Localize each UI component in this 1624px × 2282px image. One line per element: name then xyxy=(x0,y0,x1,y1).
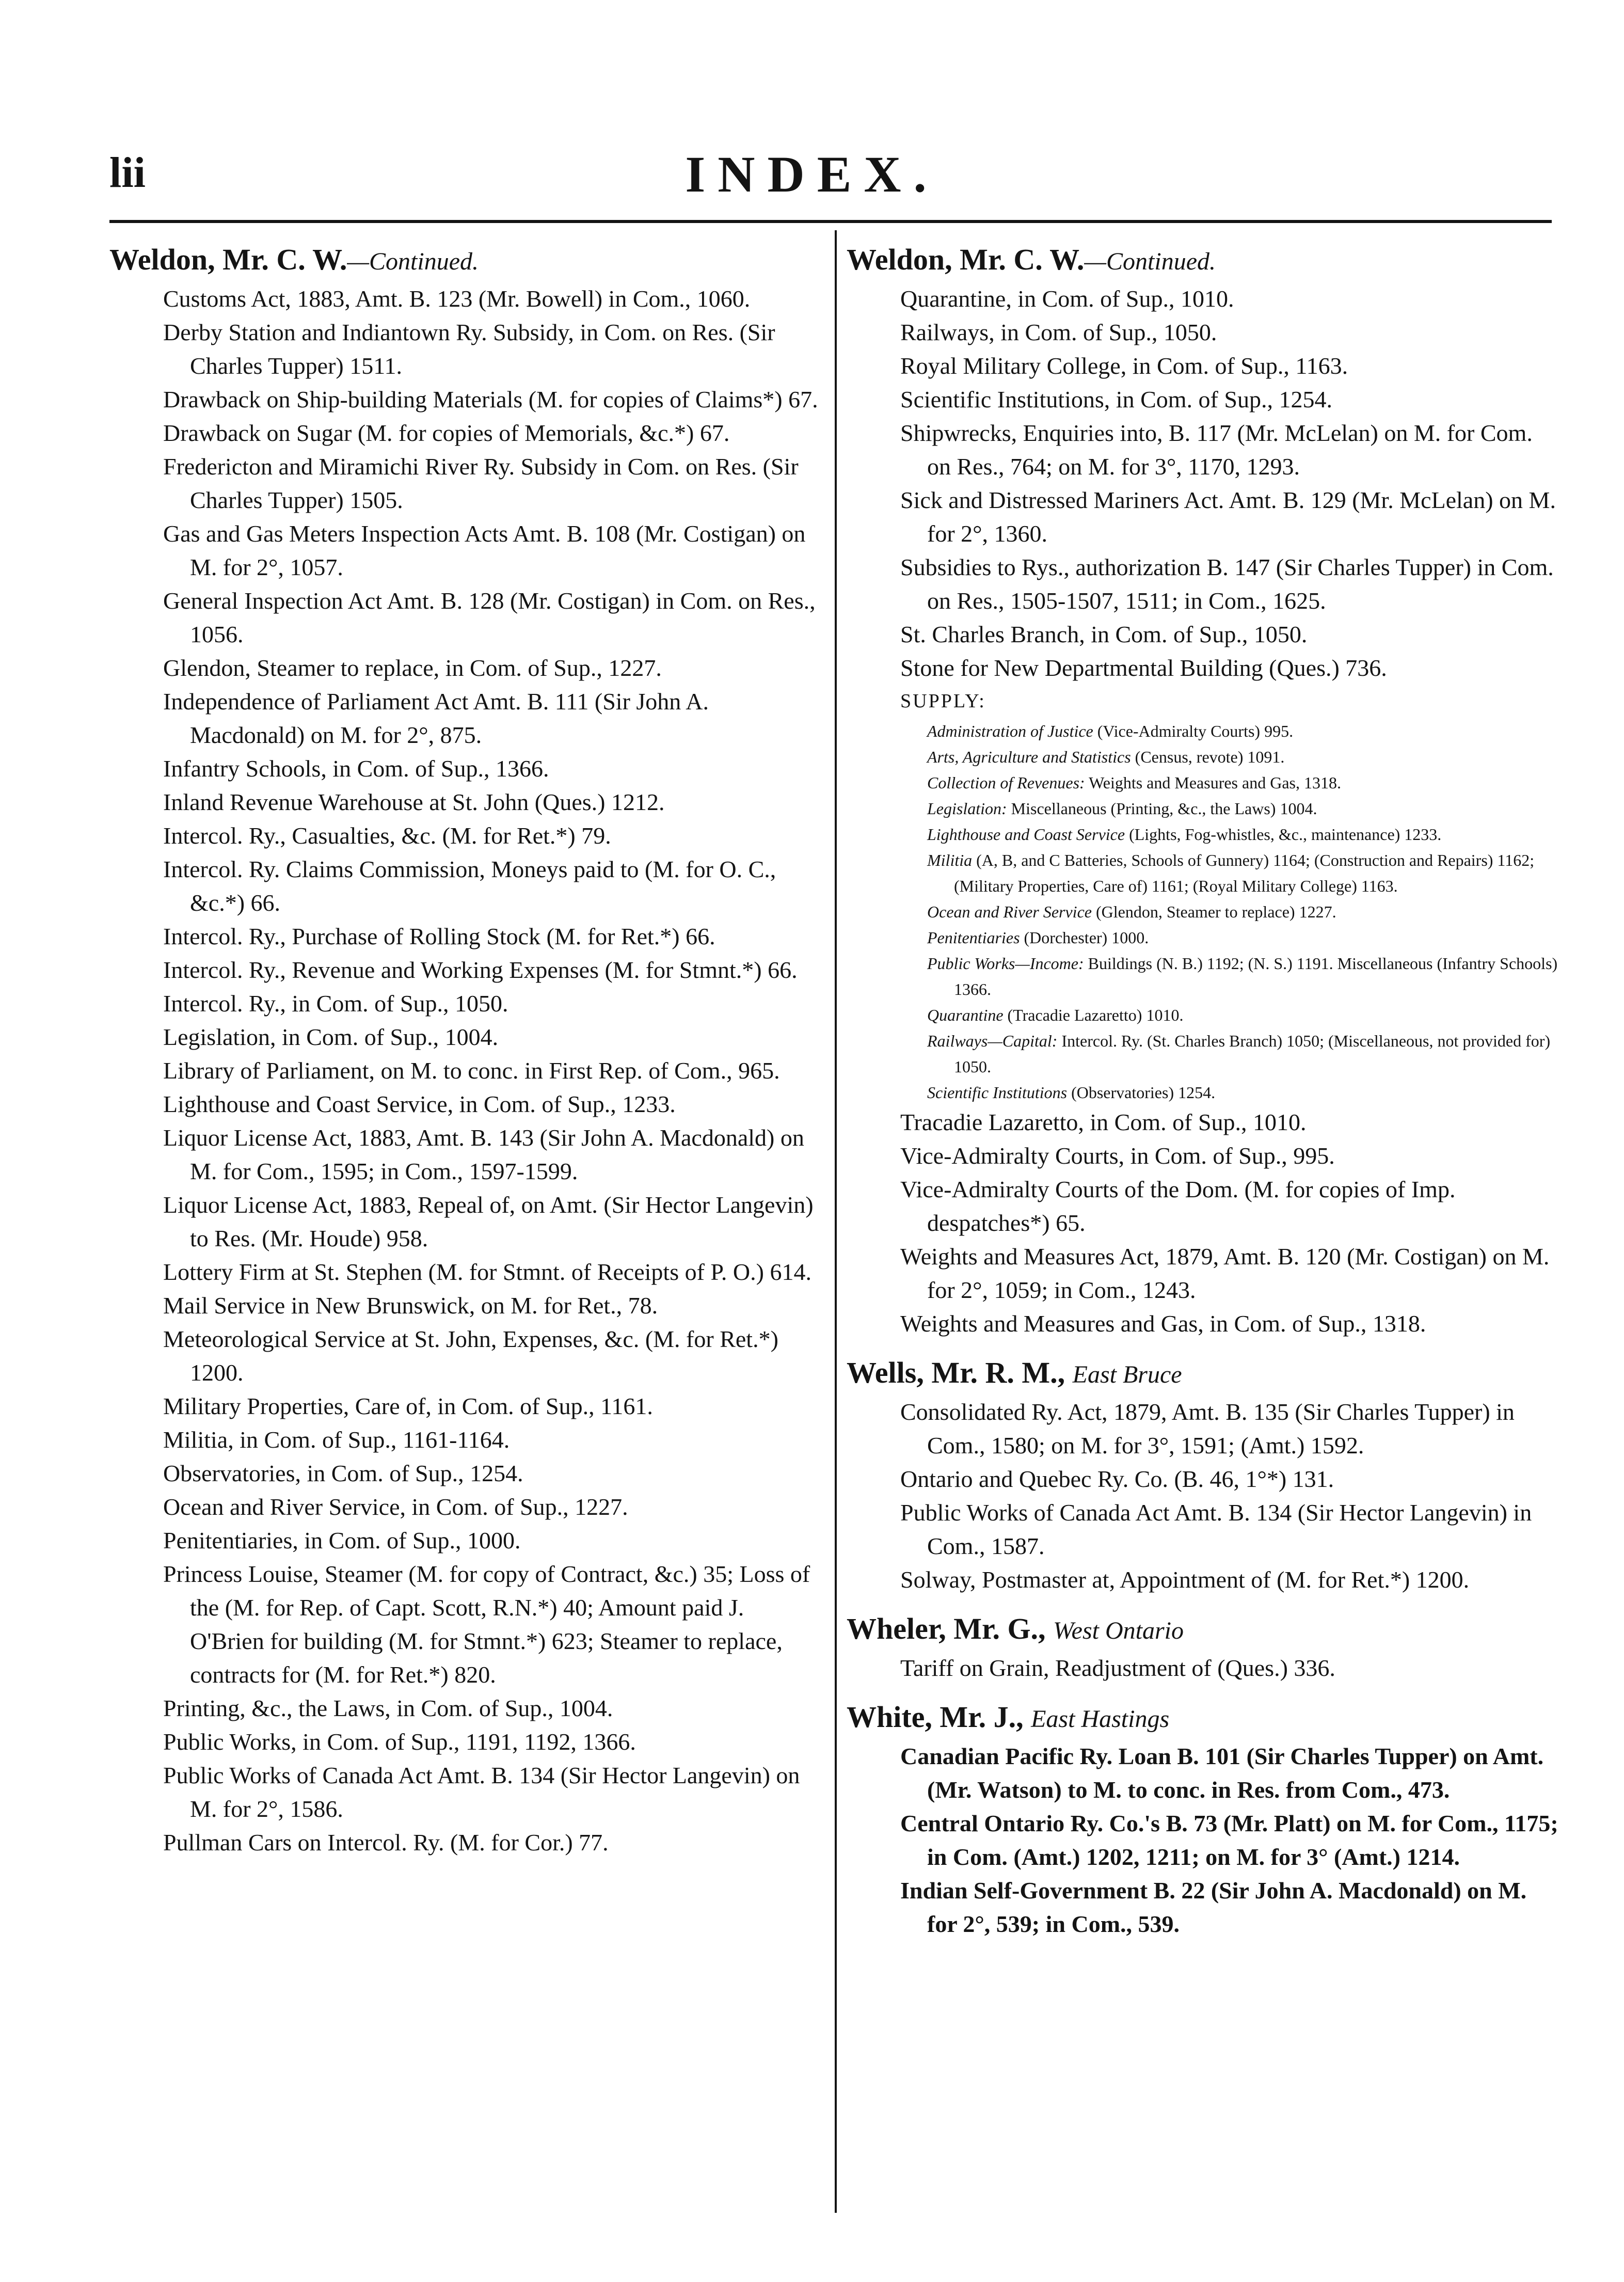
supply-category: Scientific Institutions xyxy=(927,1083,1068,1102)
index-entry: Lottery Firm at St. Stephen (M. for Stmnt. of Receipts of P. O.) 614. xyxy=(163,1259,811,1285)
member-name: Wheler, Mr. G., xyxy=(847,1612,1046,1645)
index-entry: Meteorological Service at St. John, Expenses, &c. (M. for Ret.*) 1200. xyxy=(163,1326,778,1386)
index-entry: Fredericton and Miramichi River Ry. Subsidy in Com. on Res. (Sir Charles Tupper) 1505. xyxy=(163,453,799,513)
index-entry: Tracadie Lazaretto, in Com. of Sup., 1010. xyxy=(900,1109,1307,1135)
supply-entry xyxy=(847,821,1561,847)
index-entry: Customs Act, 1883, Amt. B. 123 (Mr. Bowell) in Com., 1060. xyxy=(163,286,751,312)
index-entry: Subsidies to Rys., authorization B. 147 (Sir Charles Tupper) in Com. on Res., 1505-1507, 1511; in Com., 1625. xyxy=(900,554,1554,614)
index-entry: Liquor License Act, 1883, Repeal of, on Amt. (Sir Hector Langevin) to Res. (Mr. Houde) 958. xyxy=(163,1192,814,1251)
member-heading-weldon-continued xyxy=(847,242,1561,280)
index-entry: Penitentiaries, in Com. of Sup., 1000. xyxy=(163,1527,521,1554)
supply-category: Public Works—Income: xyxy=(927,954,1084,973)
index-entry: Pullman Cars on Intercol. Ry. (M. for Cor.) 77. xyxy=(163,1829,609,1856)
index-entry: Princess Louise, Steamer (M. for copy of Contract, &c.) 35; Loss of the (M. for Rep. of Capt. Scott, R.N.*) 40; Amount paid J. O'Brien for building (M. for Stmnt.*) 623; Steamer to replace, contracts for (M. for Ret.*) 820. xyxy=(163,1561,810,1688)
index-entry: Quarantine, in Com. of Sup., 1010. xyxy=(900,286,1234,312)
supply-entry xyxy=(847,718,1561,744)
index-entry: Inland Revenue Warehouse at St. John (Ques.) 1212. xyxy=(163,789,665,815)
index-entry: Militia, in Com. of Sup., 1161-1164. xyxy=(163,1427,510,1453)
supply-category: Militia xyxy=(927,851,973,869)
index-entry: Legislation, in Com. of Sup., 1004. xyxy=(163,1024,499,1050)
supply-detail: Intercol. Ry. (St. Charles Branch) 1050; (Miscellaneous, not provided for) 1050. xyxy=(954,1032,1551,1076)
supply-entry xyxy=(847,770,1561,796)
index-entry: Printing, &c., the Laws, in Com. of Sup., 1004. xyxy=(163,1695,613,1721)
index-entry: Intercol. Ry. Claims Commission, Moneys paid to (M. for O. C., &c.*) 66. xyxy=(163,856,776,916)
supply-entry xyxy=(847,1002,1561,1028)
supply-category: Arts, Agriculture and Statistics xyxy=(927,748,1131,766)
supply-entry xyxy=(847,925,1561,950)
entry-list xyxy=(847,282,1561,685)
supply-list xyxy=(847,718,1561,1105)
member-name: Weldon, Mr. C. W. xyxy=(847,243,1085,276)
entry-list xyxy=(847,1651,1561,1685)
index-entry: Public Works, in Com. of Sup., 1191, 1192, 1366. xyxy=(163,1729,636,1755)
supply-category: Collection of Revenues: xyxy=(927,773,1085,792)
index-entry: Consolidated Ry. Act, 1879, Amt. B. 135 (Sir Charles Tupper) in Com., 1580; on M. for 3°, 1591; (Amt.) 1592. xyxy=(900,1399,1515,1459)
supply-heading: SUPPLY: xyxy=(900,690,986,712)
supply-detail: (Lights, Fog-whistles, &c., maintenance) 1233. xyxy=(1125,825,1442,844)
index-entry: Gas and Gas Meters Inspection Acts Amt. B. 108 (Mr. Costigan) on M. for 2°, 1057. xyxy=(163,520,806,580)
entry-list xyxy=(847,1395,1561,1596)
continued-note: —Continued. xyxy=(347,248,479,275)
index-entry: Ocean and River Service, in Com. of Sup., 1227. xyxy=(163,1494,628,1520)
header-rule xyxy=(109,220,1552,223)
supply-detail: (Glendon, Steamer to replace) 1227. xyxy=(1091,902,1336,921)
supply-entry xyxy=(847,950,1561,1002)
supply-entry xyxy=(847,1028,1561,1080)
index-entry: Public Works of Canada Act Amt. B. 134 (Sir Hector Langevin) on M. for 2°, 1586. xyxy=(163,1762,800,1822)
entry-list xyxy=(109,282,824,1859)
index-entry: Public Works of Canada Act Amt. B. 134 (Sir Hector Langevin) in Com., 1587. xyxy=(900,1499,1532,1559)
index-entry: Intercol. Ry., Revenue and Working Expenses (M. for Stmnt.*) 66. xyxy=(163,957,798,983)
member-name: Weldon, Mr. C. W. xyxy=(109,243,347,276)
index-entry: Drawback on Ship-building Materials (M. for copies of Claims*) 67. xyxy=(163,386,818,413)
index-entry: Tariff on Grain, Readjustment of (Ques.) 336. xyxy=(900,1655,1335,1681)
index-entry: Glendon, Steamer to replace, in Com. of Sup., 1227. xyxy=(163,655,662,681)
continued-note: —Continued. xyxy=(1084,248,1216,275)
member-district: West Ontario xyxy=(1053,1617,1184,1644)
supply-entry xyxy=(847,1080,1561,1105)
supply-entry xyxy=(847,847,1561,899)
index-entry: Intercol. Ry., Purchase of Rolling Stock (M. for Ret.*) 66. xyxy=(163,923,715,949)
supply-detail: Weights and Measures and Gas, 1318. xyxy=(1085,773,1341,792)
supply-detail: (Observatories) 1254. xyxy=(1067,1083,1216,1102)
supply-category: Quarantine xyxy=(927,1006,1004,1024)
index-entry: Sick and Distressed Mariners Act. Amt. B. 129 (Mr. McLelan) on M. for 2°, 1360. xyxy=(900,487,1556,547)
index-entry: Vice-Admiralty Courts of the Dom. (M. for copies of Imp. despatches*) 65. xyxy=(900,1176,1456,1236)
supply-detail: Buildings (N. B.) 1192; (N. S.) 1191. Miscellaneous (Infantry Schools) 1366. xyxy=(954,954,1558,999)
index-entry: Ontario and Quebec Ry. Co. (B. 46, 1°*) 131. xyxy=(900,1466,1334,1492)
index-entry: Observatories, in Com. of Sup., 1254. xyxy=(163,1460,523,1486)
index-entry: Lighthouse and Coast Service, in Com. of Sup., 1233. xyxy=(163,1091,676,1117)
right-column xyxy=(847,242,1561,1941)
member-name: Wells, Mr. R. M., xyxy=(847,1356,1065,1389)
index-entry: Scientific Institutions, in Com. of Sup., 1254. xyxy=(900,386,1332,413)
supply-category: Legislation: xyxy=(927,799,1007,818)
index-entry: St. Charles Branch, in Com. of Sup., 1050. xyxy=(900,621,1308,647)
index-entry: Independence of Parliament Act Amt. B. 111 (Sir John A. Macdonald) on M. for 2°, 875. xyxy=(163,688,709,748)
supply-detail: (Census, revote) 1091. xyxy=(1131,748,1285,766)
member-heading-white xyxy=(847,1699,1561,1737)
member-name: White, Mr. J., xyxy=(847,1700,1024,1734)
member-district: East Bruce xyxy=(1072,1361,1182,1388)
entry-list xyxy=(847,1739,1561,1941)
index-entry: General Inspection Act Amt. B. 128 (Mr. Costigan) in Com. on Res., 1056. xyxy=(163,588,816,647)
index-entry: Library of Parliament, on M. to conc. in First Rep. of Com., 965. xyxy=(163,1057,780,1084)
index-entry: Liquor License Act, 1883, Amt. B. 143 (Sir John A. Macdonald) on M. for Com., 1595; in Com., 1597-1599. xyxy=(163,1124,804,1184)
index-entry: Intercol. Ry., Casualties, &c. (M. for Ret.*) 79. xyxy=(163,822,611,849)
index-entry: Derby Station and Indiantown Ry. Subsidy, in Com. on Res. (Sir Charles Tupper) 1511. xyxy=(163,319,775,379)
index-entry: Shipwrecks, Enquiries into, B. 117 (Mr. McLelan) on M. for Com. on Res., 764; on M. for 3°, 1170, 1293. xyxy=(900,420,1533,480)
supply-entry xyxy=(847,796,1561,821)
index-entry: Intercol. Ry., in Com. of Sup., 1050. xyxy=(163,990,508,1017)
page-title: INDEX. xyxy=(685,146,939,203)
index-entry: Military Properties, Care of, in Com. of Sup., 1161. xyxy=(163,1393,653,1419)
index-entry: Central Ontario Ry. Co.'s B. 73 (Mr. Platt) on M. for Com., 1175; in Com. (Amt.) 1202, 1211; on M. for 3° (Amt.) 1214. xyxy=(900,1810,1558,1870)
supply-detail: (Vice-Admiralty Courts) 995. xyxy=(1093,722,1294,740)
supply-category: Lighthouse and Coast Service xyxy=(927,825,1125,844)
left-column xyxy=(109,242,824,1859)
supply-entry xyxy=(847,744,1561,770)
supply-category: Ocean and River Service xyxy=(927,902,1092,921)
supply-category: Administration of Justice xyxy=(927,722,1093,740)
index-entry: Royal Military College, in Com. of Sup., 1163. xyxy=(900,353,1348,379)
supply-category: Railways—Capital: xyxy=(927,1032,1058,1050)
supply-detail: Miscellaneous (Printing, &c., the Laws) 1004. xyxy=(1007,799,1317,818)
index-entry: Drawback on Sugar (M. for copies of Memorials, &c.*) 67. xyxy=(163,420,730,446)
supply-category: Penitentiaries xyxy=(927,928,1020,947)
column-divider xyxy=(835,230,837,2213)
index-entry: Vice-Admiralty Courts, in Com. of Sup., 995. xyxy=(900,1143,1335,1169)
member-heading-wheler xyxy=(847,1611,1561,1649)
index-entry: Solway, Postmaster at, Appointment of (M. for Ret.*) 1200. xyxy=(900,1566,1470,1593)
supply-detail: (Tracadie Lazaretto) 1010. xyxy=(1003,1006,1184,1024)
index-entry: Mail Service in New Brunswick, on M. for Ret., 78. xyxy=(163,1292,658,1319)
page-number: lii xyxy=(109,149,146,197)
supply-detail: (Dorchester) 1000. xyxy=(1020,928,1149,947)
supply-detail: (A, B, and C Batteries, Schools of Gunnery) 1164; (Construction and Repairs) 1162; (Military Properties, Care of) 1161; (Royal Military College) 1163. xyxy=(954,851,1535,895)
index-entry: Railways, in Com. of Sup., 1050. xyxy=(900,319,1217,345)
index-entry: Infantry Schools, in Com. of Sup., 1366. xyxy=(163,755,549,782)
member-heading-wells xyxy=(847,1355,1561,1393)
supply-entry xyxy=(847,899,1561,925)
member-heading-weldon xyxy=(109,242,824,280)
index-entry: Stone for New Departmental Building (Ques.) 736. xyxy=(900,655,1387,681)
index-entry: Canadian Pacific Ry. Loan B. 101 (Sir Charles Tupper) on Amt. (Mr. Watson) to M. to conc. in Res. from Com., 473. xyxy=(900,1743,1544,1803)
entry-list xyxy=(847,1105,1561,1340)
index-entry: Indian Self-Government B. 22 (Sir John A. Macdonald) on M. for 2°, 539; in Com., 539. xyxy=(900,1877,1527,1937)
member-district: East Hastings xyxy=(1031,1705,1170,1733)
index-entry: Weights and Measures and Gas, in Com. of Sup., 1318. xyxy=(900,1310,1426,1337)
index-entry: Weights and Measures Act, 1879, Amt. B. 120 (Mr. Costigan) on M. for 2°, 1059; in Com., 1243. xyxy=(900,1243,1550,1303)
